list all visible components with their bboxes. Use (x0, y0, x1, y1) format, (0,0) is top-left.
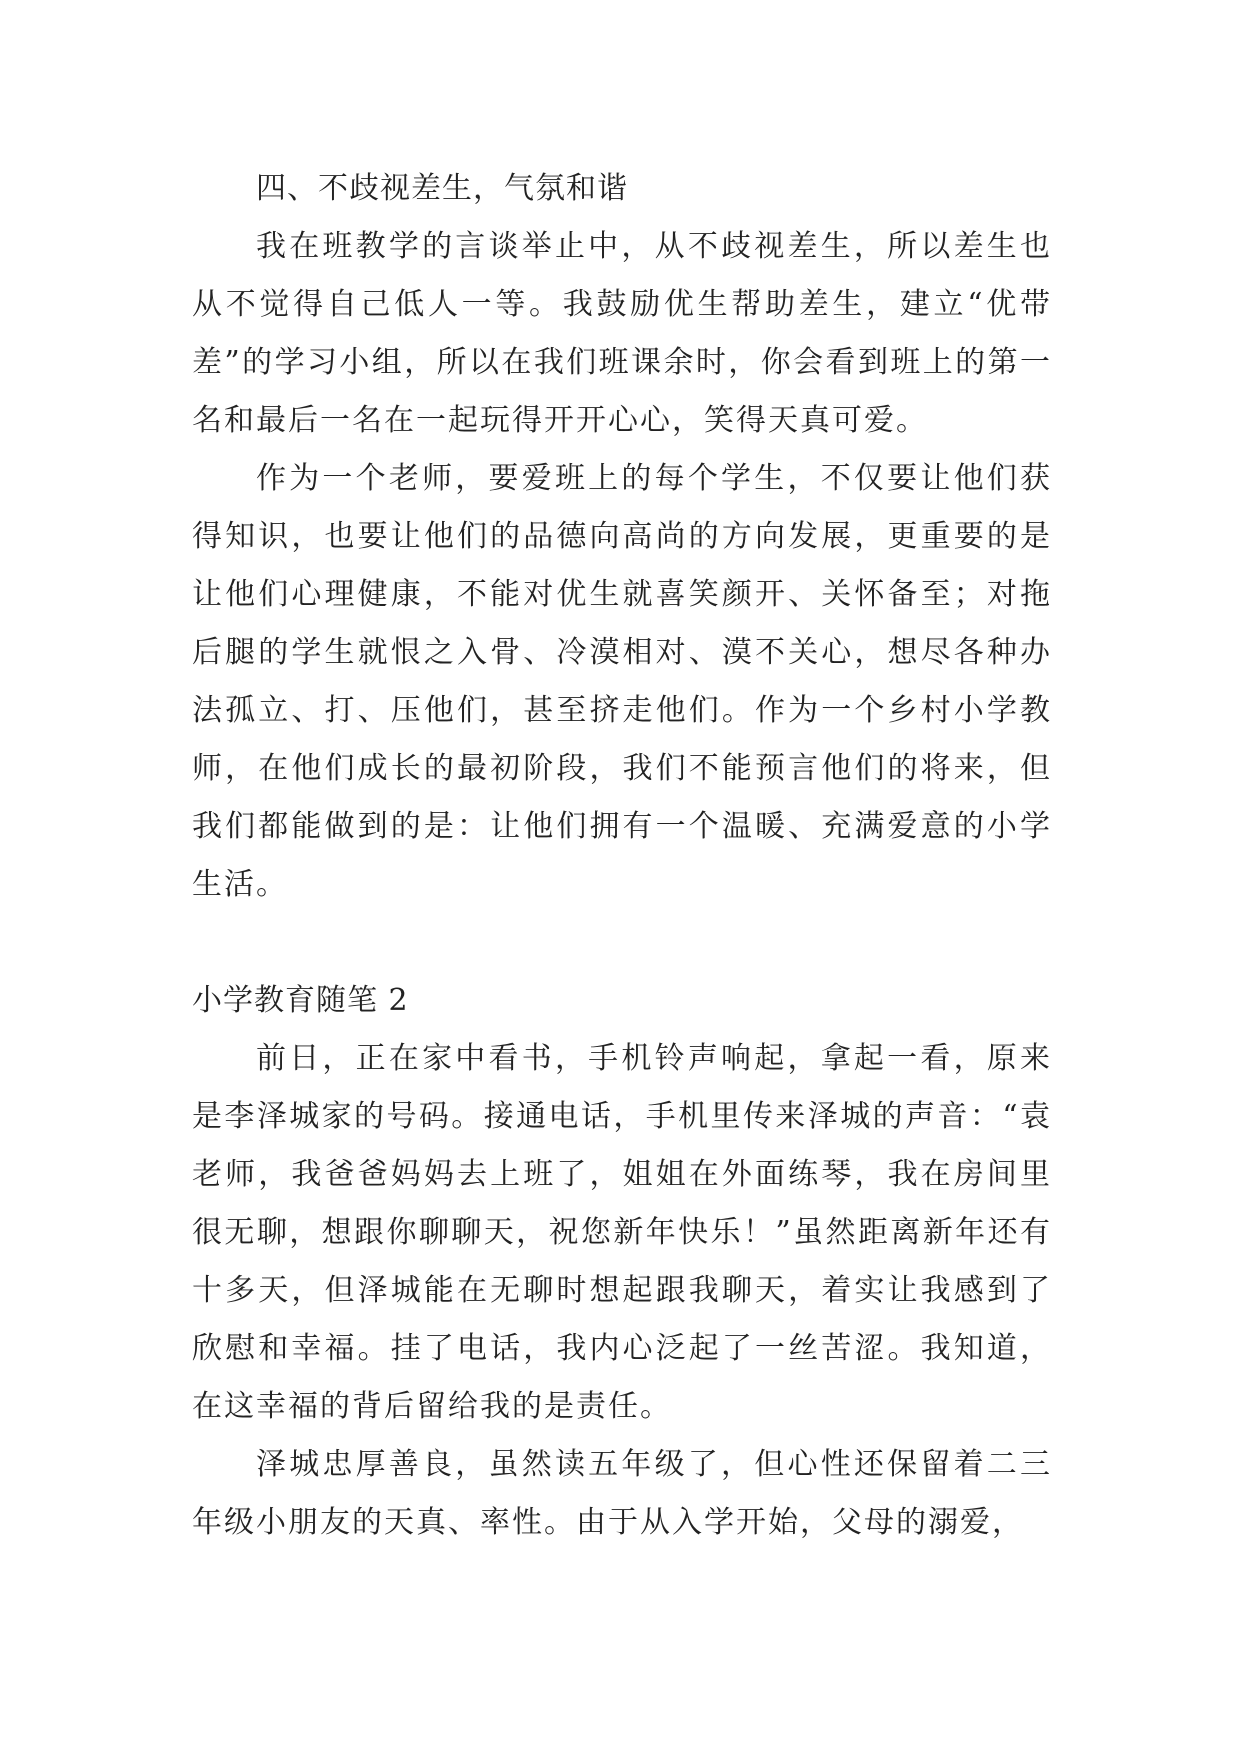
section-gap (192, 914, 1052, 972)
section-heading: 四、不歧视差生，气氛和谐 (256, 171, 628, 206)
document-page (192, 160, 1052, 1552)
paragraph-3: 前日，正在家中看书，手机铃声响起，拿起一看，原来是李泽城家的号码。接通电话，手机里传来泽城的声音：“袁老师，我爸爸妈妈去上班了，姐姐在外面练琴，我在房间里很无聊，想跟你聊聊天，祝您新年快乐！”虽然距离新年还有十多天，但泽城能在无聊时想起跟我聊天，着实让我感到了欣慰和幸福。挂了电话，我内心泛起了一丝苦涩。我知道，在这幸福的背后留给我的是责任。 (192, 1041, 1052, 1424)
paragraph-1: 我在班教学的言谈举止中，从不歧视差生，所以差生也从不觉得自己低人一等。我鼓励优生帮助差生，建立“优带差”的学习小组，所以在我们班课余时，你会看到班上的第一名和最后一名在一起玩得开开心心，笑得天真可爱。 (192, 229, 1052, 438)
paragraph-4: 泽城忠厚善良，虽然读五年级了，但心性还保留着二三年级小朋友的天真、率性。由于从入学开始，父母的溺爱， (192, 1447, 1052, 1540)
paragraph-2: 作为一个老师，要爱班上的每个学生，不仅要让他们获得知识，也要让他们的品德向高尚的方向发展，更重要的是让他们心理健康，不能对优生就喜笑颜开、关怀备至；对拖后腿的学生就恨之入骨、冷漠相对、漠不关心，想尽各种办法孤立、打、压他们，甚至挤走他们。作为一个乡村小学教师，在他们成长的最初阶段，我们不能预言他们的将来，但我们都能做到的是：让他们拥有一个温暖、充满爱意的小学生活。 (192, 461, 1052, 902)
essay-title: 小学教育随笔 2 (192, 983, 409, 1018)
